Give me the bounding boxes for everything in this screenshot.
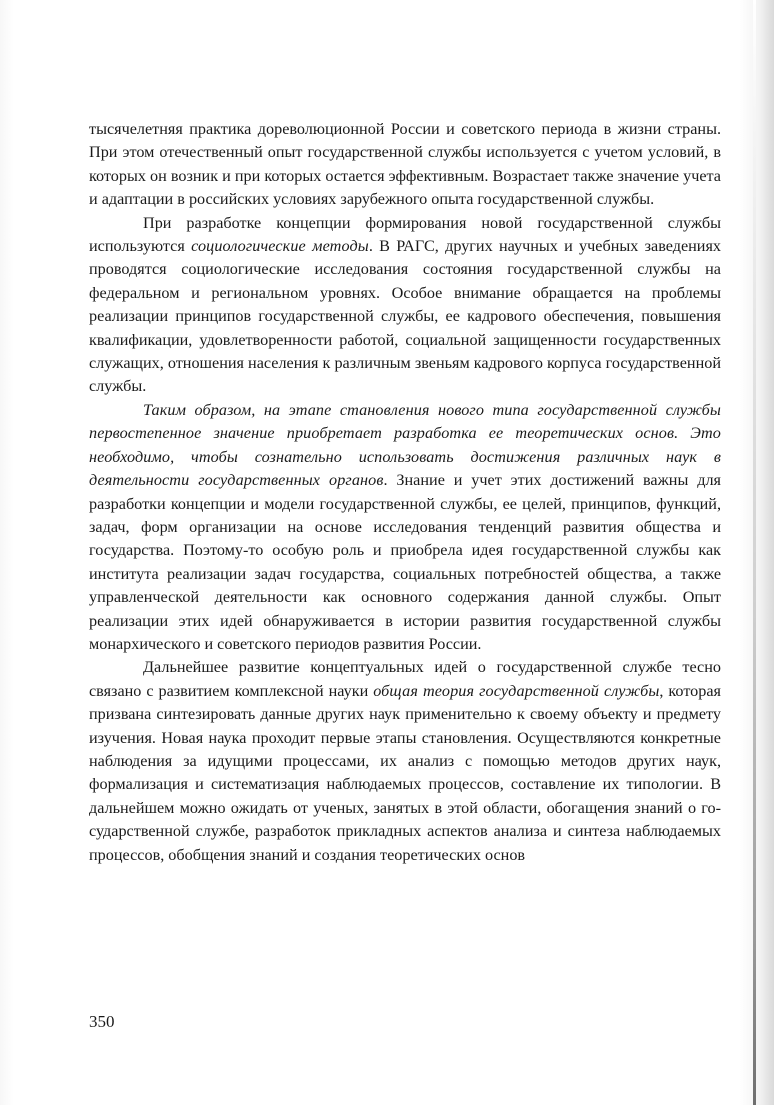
paragraph-3-emphasis: Таким образом, на этапе становления нового типа государственной службы первостепенное значение приобретает разработка ее теоретических основ. Это необходимо, чтобы сознательно использовать достижения различных наук в деятельности государственных органов [89, 400, 721, 490]
page-number: 350 [89, 1012, 115, 1031]
body-text [89, 118, 721, 867]
paragraph-2 [89, 212, 721, 399]
paragraph-2-text-b: . В РАГС, других научных и учебных заведениях проводятся социологические исследования состояния государственной службы на федеральном и региональном уровнях. Особое внимание обращается на проблемы реализации принципов государственной службы, ее кадрового обеспечения, повышения квалификации, удовлетворенности работой, социальной защищенности государственных служащих, отношения населения к различным звеньям кадрового корпуса государственной службы. [89, 237, 722, 396]
paragraph-1 [89, 118, 721, 212]
page-edge-shadow [753, 0, 756, 1105]
paragraph-3-text: . Знание и учет этих достижений важны для разработки концепции и модели государственной службы, ее целей, принципов, функций, задач, форм организации на основе исследования тенденций развития общества и государства. Поэтому-то особую роль и приобрела идея государственной службы как института реализации задач государства, социальных потребностей общества, а также управленческой деятельности как основного содержания данной службы. Опыт реализации этих идей обнаруживается в истории развития государственной службы монархического и советского периодов развития России. [89, 471, 721, 653]
paragraph-3 [89, 399, 721, 656]
paragraph-4 [89, 656, 721, 867]
paragraph-1-text: тысячелетняя практика дореволюционной России и советского периода в жизни страны. При этом отечественный опыт государственной службы используется с учетом условий, в которых он возник и при которых остается эффективным. Возрастает также значение учета и адаптации в российских условиях зарубежного опыта государственной службы. [89, 120, 721, 209]
paragraph-4-emphasis: общая теория государственной службы [373, 681, 660, 700]
paragraph-4-text-a: Дальнейшее развитие концептуальных идей о государственной службе тесно связано с развитием комплексной науки [89, 658, 721, 700]
paragraph-2-emphasis: социологические методы [191, 237, 369, 256]
paragraph-2-text-a: При разработке концепции формирования новой государственной службы используются [89, 213, 721, 256]
paragraph-4-text-b: , которая призвана синтезировать данные других наук применительно к своему объекту и предмету изучения. Новая наука проходит первые этапы становления. Осуществляются конкретные наблюдения за идущими процессами, их анализ с помощью методов других наук, формализация и систематизация наблюдаемых процессов, составление их типологии. В дальнейшем можно ожидать от ученых, занятых в этой области, обогащения знаний о государственной службе, разработок прикладных аспектов анализа и синтеза наблюдаемых процессов, обобщения знаний и создания теоретических основ [89, 681, 721, 864]
